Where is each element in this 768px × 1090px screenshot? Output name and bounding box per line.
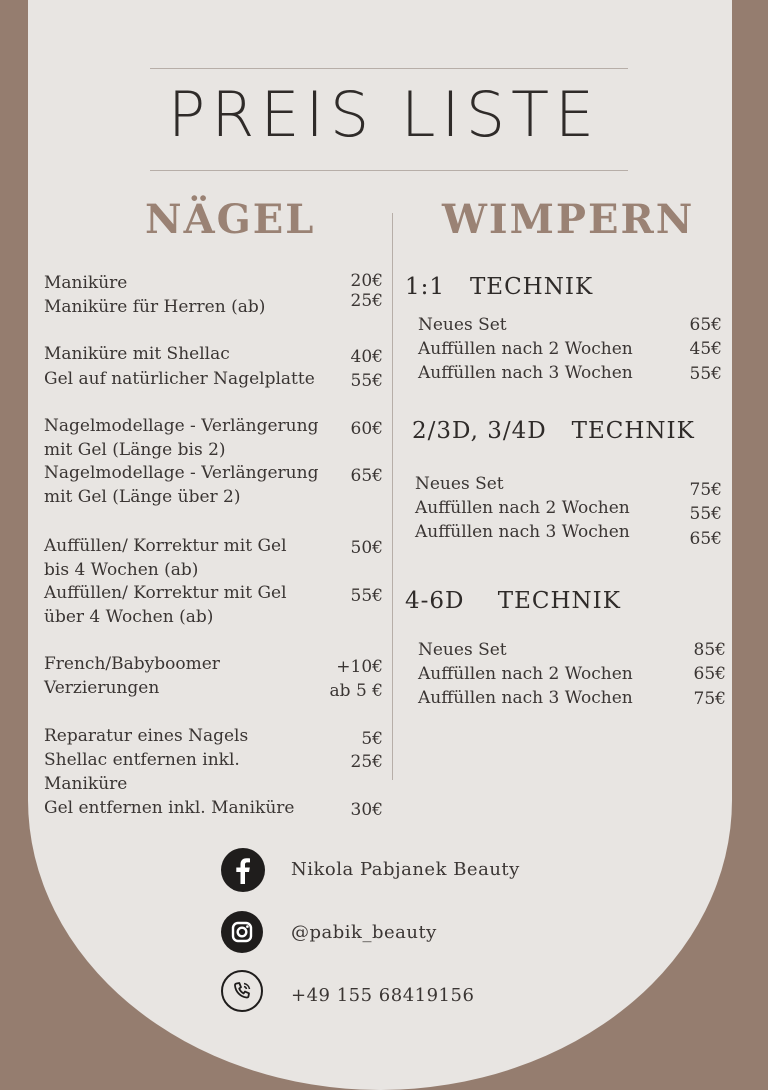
technik-heading: 1:1 TECHNIK xyxy=(405,274,594,300)
wimpern-item-price: 65€ xyxy=(689,315,722,335)
wimpern-item-label: Auffüllen nach 3 Wochen xyxy=(418,363,633,383)
naegel-item-price: 40€ xyxy=(350,347,383,367)
naegel-item-price: 5€ xyxy=(361,729,383,749)
wimpern-item-label: Auffüllen nach 3 Wochen xyxy=(415,522,630,542)
naegel-item-price: 25€ xyxy=(350,291,383,311)
top-rule xyxy=(150,68,628,69)
wimpern-item-label: Neues Set xyxy=(415,474,504,494)
facebook-text[interactable]: Nikola Pabjanek Beauty xyxy=(291,859,520,880)
wimpern-item-price: 75€ xyxy=(689,480,722,500)
naegel-item-label: Gel entfernen inkl. Maniküre xyxy=(44,798,295,818)
phone-text[interactable]: +49 155 68419156 xyxy=(291,985,475,1006)
naegel-item-label: Maniküre xyxy=(44,273,128,293)
wimpern-item-price: 65€ xyxy=(693,664,726,684)
naegel-item-price: 25€ xyxy=(350,752,383,772)
naegel-item-price: 30€ xyxy=(350,800,383,820)
wimpern-heading: WIMPERN xyxy=(442,196,695,243)
naegel-item-price: ab 5 € xyxy=(329,681,383,701)
instagram-icon[interactable] xyxy=(221,911,263,953)
wimpern-item-label: Auffüllen nach 2 Wochen xyxy=(415,498,630,518)
naegel-item-price: 55€ xyxy=(350,371,383,391)
naegel-item-label: mit Gel (Länge über 2) xyxy=(44,487,241,507)
naegel-item-price: 55€ xyxy=(350,586,383,606)
naegel-item-label: Nagelmodellage - Verlängerung xyxy=(44,463,319,483)
wimpern-item-price: 85€ xyxy=(693,640,726,660)
naegel-item-price: 65€ xyxy=(350,466,383,486)
technik-heading: 2/3D, 3/4D TECHNIK xyxy=(412,418,695,444)
wimpern-item-label: Auffüllen nach 2 Wochen xyxy=(418,664,633,684)
naegel-item-label: mit Gel (Länge bis 2) xyxy=(44,440,226,460)
naegel-item-label: French/Babyboomer xyxy=(44,654,220,674)
naegel-item-label: über 4 Wochen (ab) xyxy=(44,607,214,627)
naegel-item-label: Maniküre mit Shellac xyxy=(44,344,230,364)
wimpern-item-label: Auffüllen nach 3 Wochen xyxy=(418,688,633,708)
page-title: PREIS LISTE xyxy=(167,78,601,151)
naegel-item-label: Gel auf natürlicher Nagelplatte xyxy=(44,369,315,389)
column-divider xyxy=(392,213,393,780)
naegel-item-label: Auffüllen/ Korrektur mit Gel xyxy=(44,536,287,556)
title-rule xyxy=(150,170,628,171)
naegel-item-label: Maniküre für Herren (ab) xyxy=(44,297,266,317)
wimpern-item-label: Neues Set xyxy=(418,640,507,660)
instagram-text[interactable]: @pabik_beauty xyxy=(291,922,437,943)
naegel-item-price: +10€ xyxy=(336,657,383,677)
naegel-heading: NÄGEL xyxy=(145,196,316,243)
naegel-item-price: 50€ xyxy=(350,538,383,558)
naegel-item-label: Nagelmodellage - Verlängerung xyxy=(44,416,319,436)
naegel-item-price: 60€ xyxy=(350,419,383,439)
naegel-item-label: bis 4 Wochen (ab) xyxy=(44,560,199,580)
wimpern-item-price: 65€ xyxy=(689,529,722,549)
wimpern-item-price: 55€ xyxy=(689,364,722,384)
naegel-item-price: 20€ xyxy=(350,271,383,291)
naegel-item-label: Shellac entfernen inkl. xyxy=(44,750,240,770)
wimpern-item-price: 55€ xyxy=(689,504,722,524)
naegel-item-label: Reparatur eines Nagels xyxy=(44,726,249,746)
facebook-icon[interactable] xyxy=(221,848,265,892)
naegel-item-label: Verzierungen xyxy=(44,678,160,698)
wimpern-item-label: Neues Set xyxy=(418,315,507,335)
naegel-item-label: Maniküre xyxy=(44,774,128,794)
technik-heading: 4-6D TECHNIK xyxy=(405,588,621,614)
wimpern-item-price: 45€ xyxy=(689,339,722,359)
phone-icon[interactable] xyxy=(221,970,263,1012)
naegel-item-label: Auffüllen/ Korrektur mit Gel xyxy=(44,583,287,603)
wimpern-item-label: Auffüllen nach 2 Wochen xyxy=(418,339,633,359)
wimpern-item-price: 75€ xyxy=(693,689,726,709)
